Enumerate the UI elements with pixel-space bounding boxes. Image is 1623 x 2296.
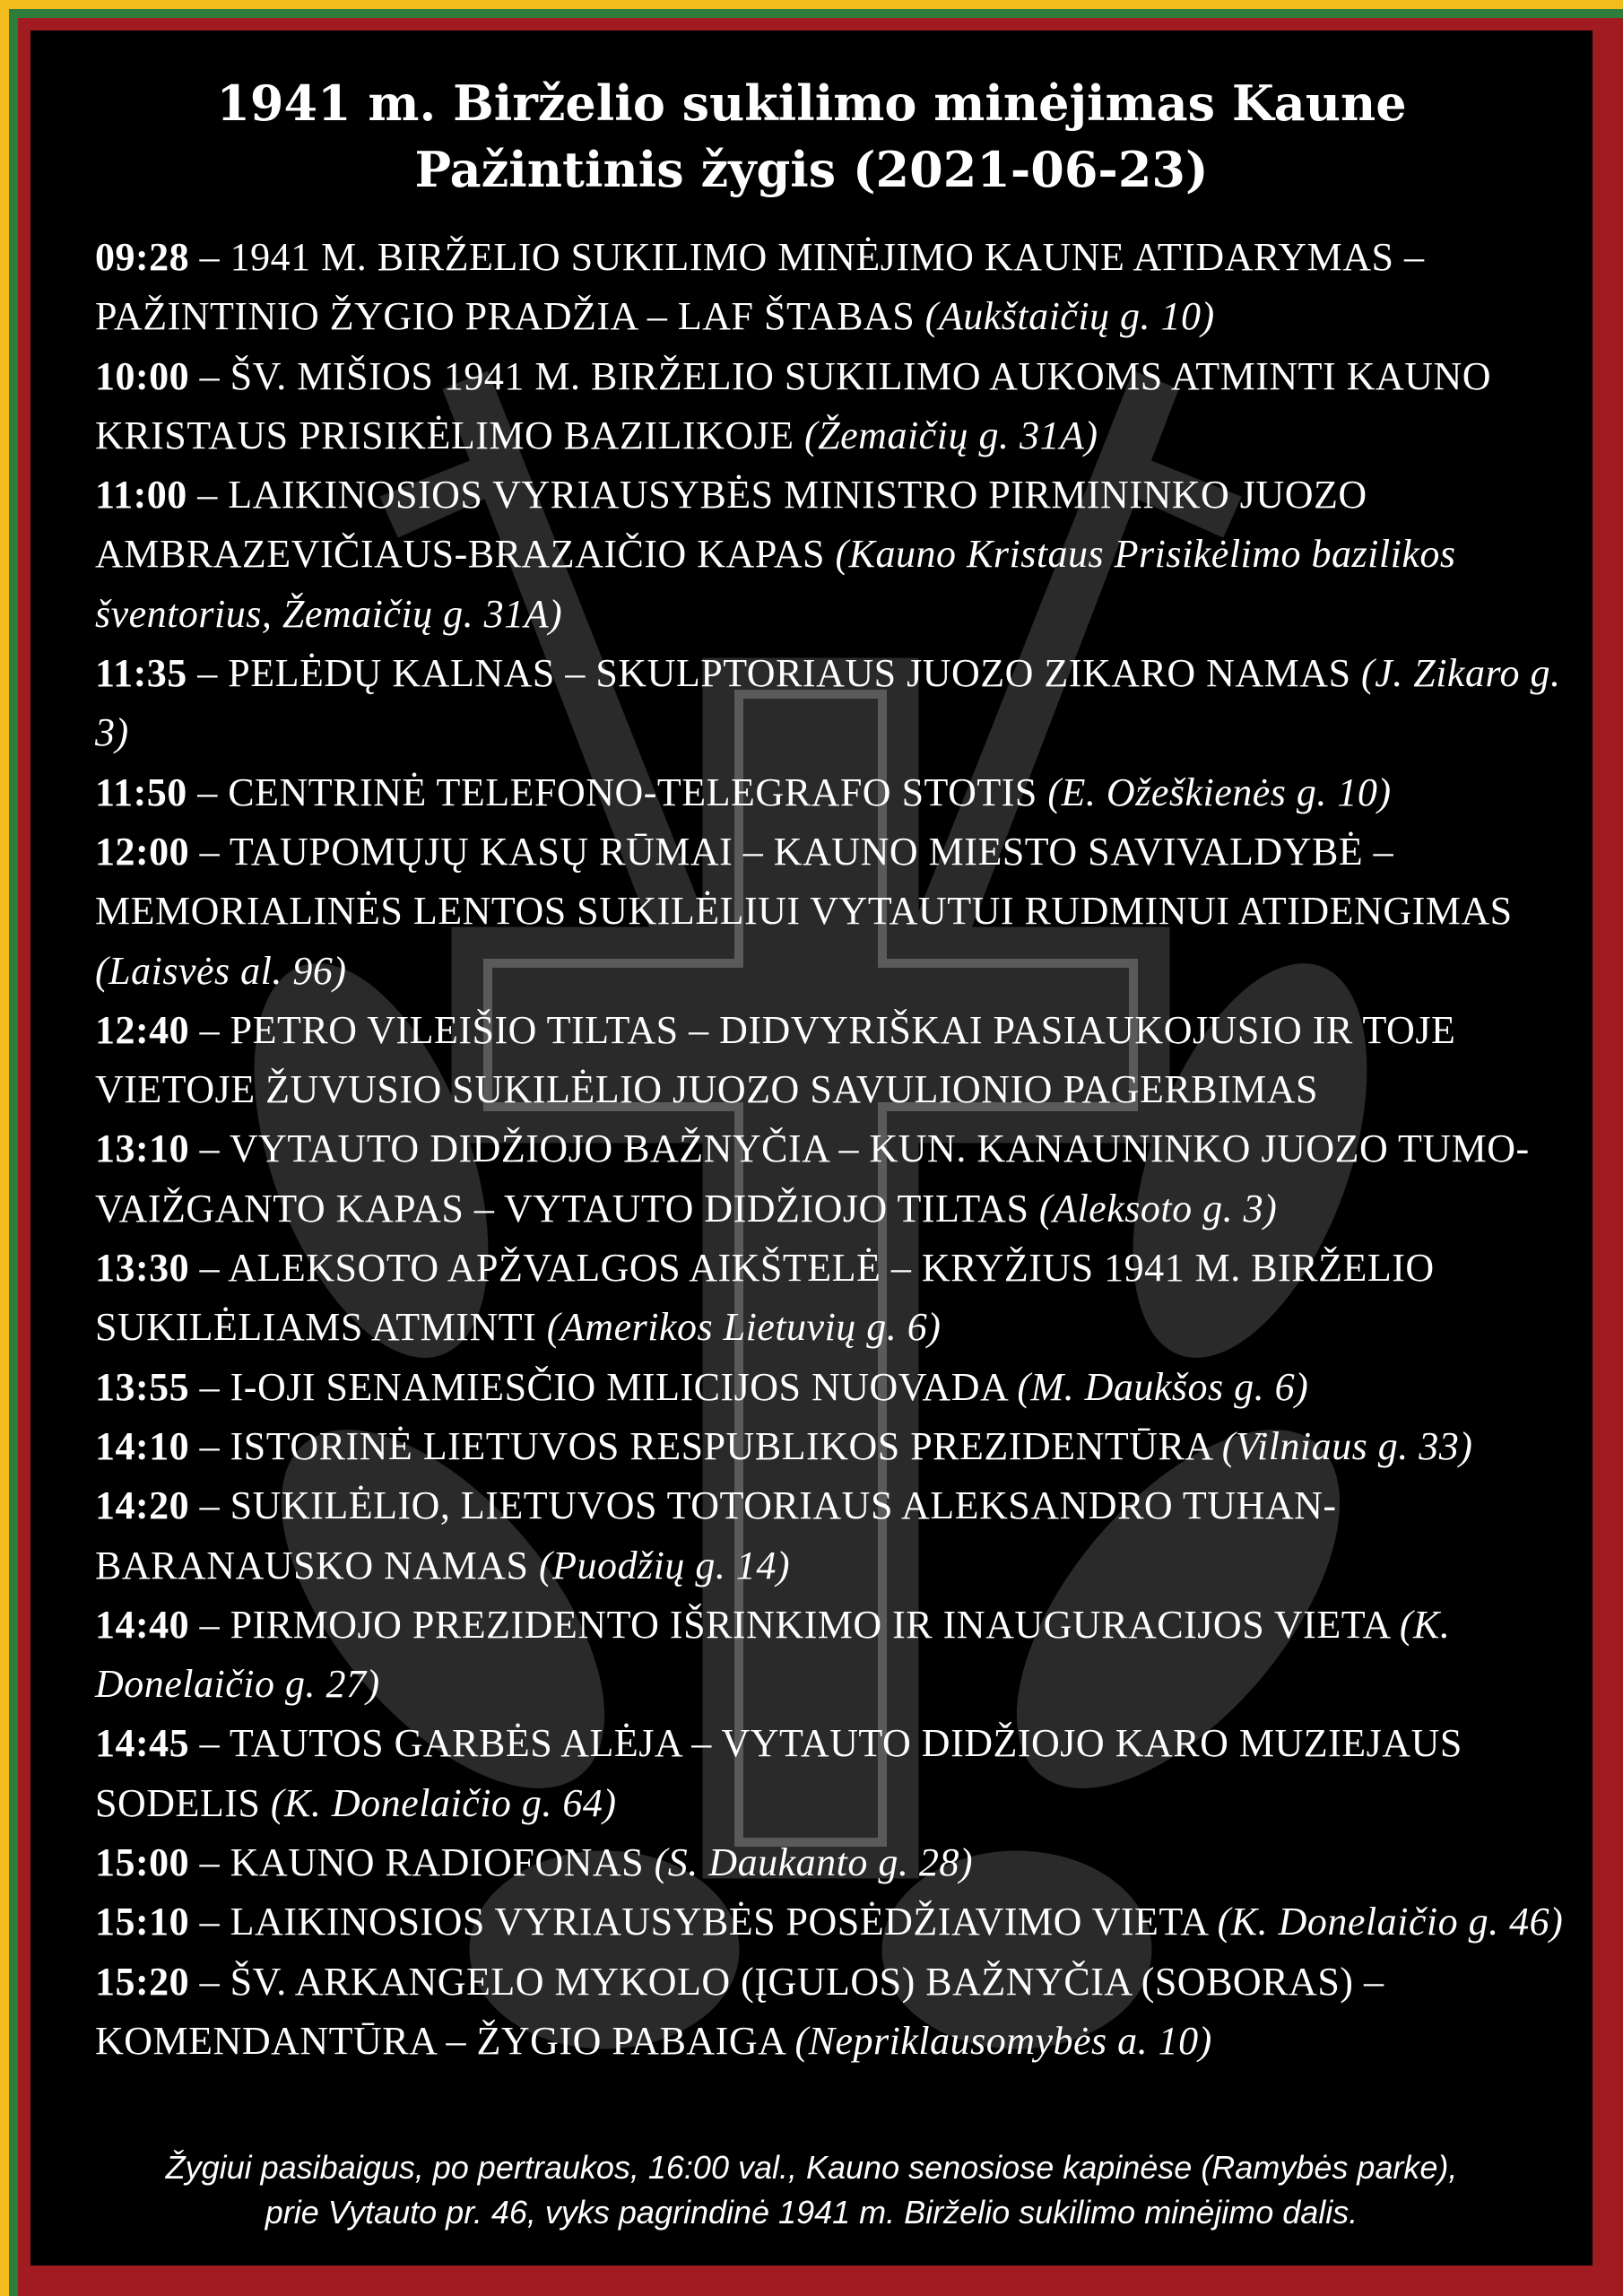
- entry-time: 09:28: [95, 235, 190, 279]
- entry-address: (Kauno Kristaus Prisikėlimo bazilikos šventorius, Žemaičių g. 31A): [95, 532, 1456, 636]
- entry-description: 1941 M. BIRŽELIO SUKILIMO MINĖJIMO KAUNE ATIDARYMAS – PAŽINTINIO ŽYGIO PRADŽIA – LAF ŠTABAS: [95, 235, 1425, 339]
- entry-time: 13:55: [95, 1364, 190, 1409]
- entry-dash: –: [199, 1840, 221, 1885]
- entry-address: (K. Donelaičio g. 46): [1217, 1900, 1564, 1944]
- entry-address: (J. Zikaro g. 3): [95, 651, 1561, 755]
- entry-address: (Aleksoto g. 3): [1038, 1186, 1278, 1231]
- entry-address: (K. Donelaičio g. 27): [95, 1602, 1451, 1707]
- entry-address: (Aukštaičių g. 10): [924, 294, 1215, 339]
- entry-dash: –: [199, 1721, 221, 1766]
- schedule-entry: [95, 644, 1566, 763]
- entry-time: 11:35: [95, 651, 187, 696]
- entry-time: 14:40: [95, 1602, 190, 1647]
- entry-description: ŠV. ARKANGELO MYKOLO (ĮGULOS) BAŽNYČIA (SOBORAS) – KOMENDANTŪRA – ŽYGIO PABAIGA: [95, 1959, 1384, 2063]
- schedule-entry: [95, 347, 1566, 466]
- schedule-entry: [95, 822, 1566, 1001]
- entry-description: I-OJI SENAMIESČIO MILICIJOS NUOVADA: [230, 1364, 1007, 1409]
- schedule-entry: [95, 1119, 1566, 1239]
- entry-address: (Puodžių g. 14): [539, 1543, 791, 1587]
- entry-address: (Vilniaus g. 33): [1221, 1423, 1473, 1468]
- entry-dash: –: [199, 1364, 221, 1409]
- entry-time: 14:20: [95, 1483, 190, 1528]
- entry-description: VYTAUTO DIDŽIOJO BAŽNYČIA – KUN. KANAUNINKO JUOZO TUMO-VAIŽGANTO KAPAS – VYTAUTO DIDŽIOJO TILTAS: [95, 1126, 1530, 1231]
- entry-description: PETRO VILEIŠIO TILTAS – DIDVYRIŠKAI PASIAUKOJUSIO IR TOJE VIETOJE ŽUVUSIO SUKILĖLIO JUOZO SAVULIONIO PAGERBIMAS: [95, 1007, 1456, 1112]
- poster-panel: [30, 30, 1593, 2266]
- entry-address: (K. Donelaičio g. 64): [270, 1780, 617, 1825]
- schedule-entry: [95, 1714, 1566, 1833]
- entry-time: 13:10: [95, 1126, 190, 1171]
- entry-address: (M. Daukšos g. 6): [1017, 1364, 1309, 1409]
- entry-time: 10:00: [95, 353, 190, 398]
- entry-dash: –: [199, 235, 221, 279]
- entry-dash: –: [199, 1246, 221, 1291]
- entry-description: PIRMOJO PREZIDENTO IŠRINKIMO IR INAUGURACIJOS VIETA: [230, 1602, 1390, 1647]
- footer-line-1: Žygiui pasibaigus, po pertraukos, 16:00 val., Kauno senosiose kapinėse (Ramybės parke),: [165, 2149, 1458, 2186]
- entry-description: PELĖDŲ KALNAS – SKULPTORIAUS JUOZO ZIKARO NAMAS: [228, 651, 1351, 696]
- schedule-entry: [95, 465, 1566, 644]
- entry-address: (Žemaičių g. 31A): [804, 413, 1098, 457]
- entry-time: 15:20: [95, 1959, 190, 2004]
- entry-time: 13:30: [95, 1246, 190, 1291]
- entry-time: 12:40: [95, 1007, 190, 1052]
- entry-dash: –: [199, 1483, 221, 1528]
- entry-description: ALEKSOTO APŽVALGOS AIKŠTELĖ – KRYŽIUS 1941 M. BIRŽELIO SUKILĖLIAMS ATMINTI: [95, 1246, 1435, 1350]
- schedule-entry: [95, 763, 1566, 822]
- schedule-entry: [95, 1476, 1566, 1596]
- entry-description: ŠV. MIŠIOS 1941 M. BIRŽELIO SUKILIMO AUKOMS ATMINTI KAUNO KRISTAUS PRISIKĖLIMO BAZILIKOJE: [95, 353, 1492, 457]
- entry-address: (E. Ožeškienės g. 10): [1047, 770, 1392, 814]
- schedule-entry: [95, 1952, 1566, 2072]
- entry-description: CENTRINĖ TELEFONO-TELEGRAFO STOTIS: [228, 770, 1037, 814]
- entry-address: (S. Daukanto g. 28): [654, 1840, 973, 1885]
- entry-dash: –: [197, 473, 218, 517]
- schedule-entry: [95, 228, 1566, 347]
- schedule-entry: [95, 1596, 1566, 1715]
- entry-description: TAUPOMŲJŲ KASŲ RŪMAI – KAUNO MIESTO SAVIVALDYBĖ – MEMORIALINĖS LENTOS SUKILĖLIUI VYTAUTUI RUDMINUI ATIDENGIMAS: [95, 829, 1513, 934]
- entry-time: 15:00: [95, 1840, 190, 1885]
- entry-time: 11:50: [95, 770, 187, 814]
- entry-description: LAIKINOSIOS VYRIAUSYBĖS POSĖDŽIAVIMO VIETA: [230, 1900, 1208, 1944]
- entry-time: 12:00: [95, 829, 190, 874]
- entry-description: TAUTOS GARBĖS ALĖJA – VYTAUTO DIDŽIOJO KARO MUZIEJAUS SODELIS: [95, 1721, 1462, 1825]
- entry-address: (Amerikos Lietuvių g. 6): [546, 1305, 942, 1350]
- schedule-list: [95, 228, 1566, 2071]
- entry-time: 14:10: [95, 1423, 190, 1468]
- entry-address: (Laisvės al. 96): [95, 948, 347, 993]
- entry-dash: –: [199, 1007, 221, 1052]
- entry-description: KAUNO RADIOFONAS: [230, 1840, 645, 1885]
- schedule-entry: [95, 1892, 1566, 1952]
- entry-dash: –: [199, 1959, 221, 2004]
- entry-address: (Nepriklausomybės a. 10): [794, 2018, 1212, 2063]
- schedule-entry: [95, 1833, 1566, 1892]
- entry-time: 14:45: [95, 1721, 190, 1766]
- entry-dash: –: [199, 1126, 221, 1171]
- schedule-entry: [95, 1239, 1566, 1358]
- title-line-2: Pažintinis žygis (2021-06-23): [414, 141, 1209, 198]
- entry-dash: –: [199, 1602, 221, 1647]
- entry-description: SUKILĖLIO, LIETUVOS TOTORIAUS ALEKSANDRO TUHAN-BARANAUSKO NAMAS: [95, 1483, 1337, 1587]
- entry-dash: –: [199, 1423, 221, 1468]
- entry-description: LAIKINOSIOS VYRIAUSYBĖS MINISTRO PIRMININKO JUOZO AMBRAZEVIČIAUS-BRAZAIČIO KAPAS: [95, 473, 1367, 577]
- entry-time: 15:10: [95, 1900, 190, 1944]
- schedule-entry: [95, 1417, 1566, 1476]
- entry-dash: –: [197, 651, 218, 696]
- poster-title: [30, 70, 1593, 203]
- entry-dash: –: [199, 353, 221, 398]
- entry-dash: –: [199, 1900, 221, 1944]
- entry-description: ISTORINĖ LIETUVOS RESPUBLIKOS PREZIDENTŪRA: [230, 1423, 1212, 1468]
- entry-dash: –: [197, 770, 218, 814]
- schedule-entry: [95, 1001, 1566, 1120]
- entry-dash: –: [199, 829, 221, 874]
- entry-time: 11:00: [95, 473, 187, 517]
- footer-line-2: prie Vytauto pr. 46, vyks pagrindinė 1941 m. Birželio sukilimo minėjimo dalis.: [265, 2194, 1358, 2231]
- title-line-1: 1941 m. Birželio sukilimo minėjimas Kaune: [216, 74, 1407, 132]
- schedule-entry: [95, 1358, 1566, 1417]
- footer-note: [30, 2145, 1593, 2235]
